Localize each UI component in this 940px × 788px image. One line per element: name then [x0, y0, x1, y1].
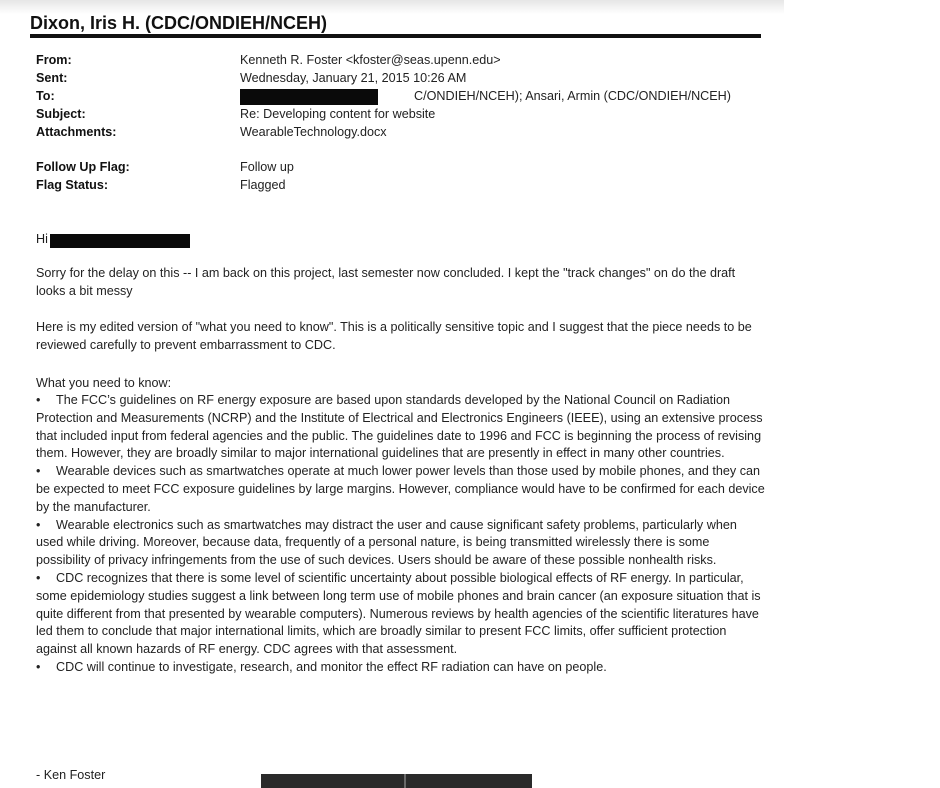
section-title: What you need to know:: [36, 376, 172, 390]
bullet-item: [36, 463, 766, 516]
scan-edge-shadow: [0, 0, 784, 14]
bullet-icon: •: [36, 659, 41, 674]
flag-status-label: Flag Status:: [36, 178, 109, 192]
to-label: To:: [36, 89, 55, 103]
followup-flag-label: Follow Up Flag:: [36, 160, 130, 174]
sent-label: Sent:: [36, 71, 68, 85]
from-label: From:: [36, 53, 72, 67]
to-value: C/ONDIEH/NCEH); Ansari, Armin (CDC/ONDIEH/NCEH): [414, 89, 731, 103]
body-paragraph-2: Here is my edited version of "what you need to know". This is a politically sensitive topic and I suggest that the piece needs to be reviewed carefully to prevent embarrassment to CDC.: [36, 320, 752, 352]
signature: - Ken Foster: [36, 768, 106, 782]
attachments-label: Attachments:: [36, 125, 117, 139]
bullet-icon: •: [36, 464, 41, 479]
subject-label: Subject:: [36, 107, 86, 121]
flag-status-value: Flagged: [240, 178, 286, 192]
bullet-text: Wearable electronics such as smartwatches may distract the user and cause significant safety problems, particularly when used while driving. Moreover, because data, frequently of a personal nature, is being transmitted wirelessly there is some possibility of privacy infringements from the use of such devices. Users should be aware of these possible nonhealth risks.: [36, 517, 737, 568]
redaction-bar: [261, 774, 532, 788]
bullet-text: The FCC’s guidelines on RF energy exposure are based upon standards developed by the National Council on Radiation Protection and Measurements (NCRP) and the Institute of Electrical and Electronics Engineers (IEEE), using an extensive process that included input from federal agencies and the public. The guidelines date to 1996 and FCC is beginning the process of revising them. However, they are broadly similar to major international guidelines that are presently in effect in many other countries.: [36, 393, 763, 461]
bullet-text: CDC recognizes that there is some level of scientific uncertainty about possible biological effects of RF energy. In particular, some epidemiology studies suggest a link between long term use of mobile phones and brain cancer (an exposure situation that is quite different from that presented by wearable computers). Numerous reviews by health agencies of the scientific literatures have led them to conclude that major international limits, which are broadly similar to present FCC limits, offer sufficient protection against all known hazards of RF energy. CDC agrees with that assessment.: [36, 570, 761, 657]
sent-value: Wednesday, January 21, 2015 10:26 AM: [240, 71, 467, 85]
followup-flag-value: Follow up: [240, 160, 294, 174]
bullet-text: CDC will continue to investigate, research, and monitor the effect RF radiation can have on people.: [56, 659, 607, 674]
redaction-bar: [240, 89, 378, 105]
subject-value: Re: Developing content for website: [240, 107, 436, 121]
redaction-bar: [50, 234, 190, 248]
bullet-item: [36, 570, 766, 659]
bullet-list: [36, 392, 766, 677]
bullet-icon: •: [36, 393, 41, 407]
header-divider: [30, 34, 761, 38]
attachments-value: WearableTechnology.docx: [240, 125, 387, 139]
from-value: Kenneth R. Foster <kfoster@seas.upenn.edu>: [240, 53, 501, 67]
bullet-item: [36, 659, 766, 677]
bullet-item: [36, 517, 766, 570]
bullet-text: Wearable devices such as smartwatches operate at much lower power levels than those used by mobile phones, and they can be expected to meet FCC exposure guidelines by large margins. However, compliance would have to be confirmed for each device by the manufacturer.: [36, 464, 765, 514]
mailbox-owner: Dixon, Iris H. (CDC/ONDIEH/NCEH): [30, 13, 328, 33]
redaction-divider: [404, 774, 406, 788]
bullet-item: [36, 392, 766, 463]
bullet-icon: •: [36, 570, 41, 585]
body-paragraph-1: Sorry for the delay on this -- I am back on this project, last semester now concluded. I kept the "track changes" on do the draft looks a bit messy: [36, 266, 736, 298]
greeting: Hi: [36, 232, 48, 246]
bullet-icon: •: [36, 517, 41, 532]
